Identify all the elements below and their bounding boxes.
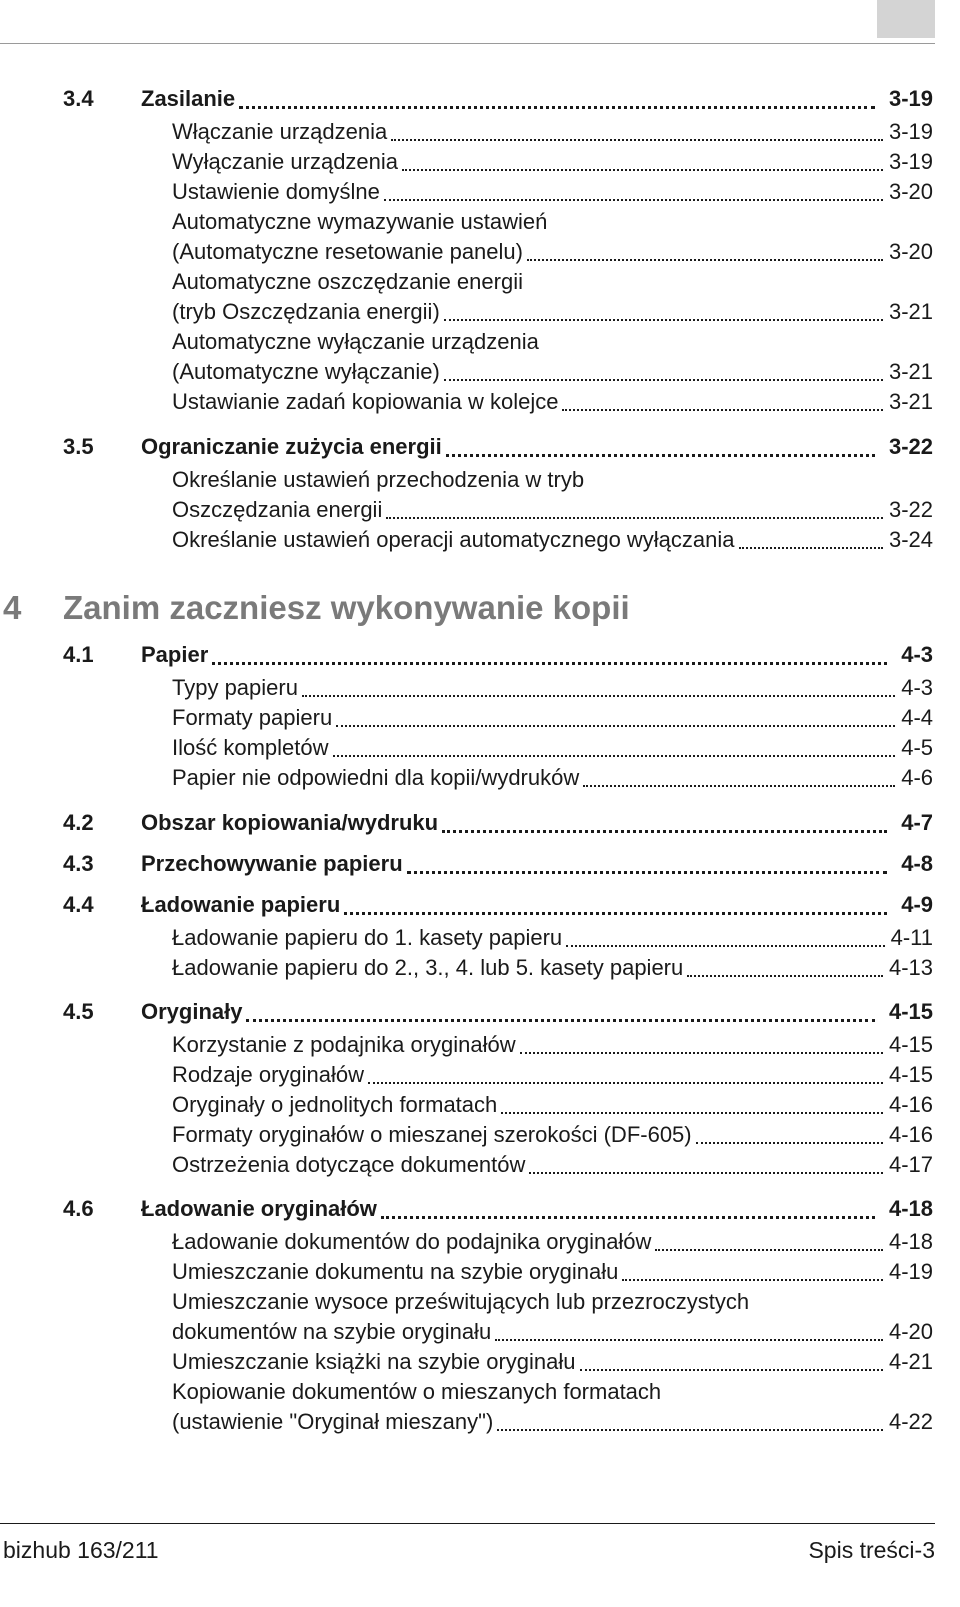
toc-entry[interactable] — [172, 525, 933, 555]
chapter-heading[interactable] — [3, 587, 630, 629]
dot-leader — [562, 409, 883, 411]
page-number: 4-3 — [901, 642, 933, 667]
toc-section-4-6[interactable] — [63, 1194, 933, 1224]
toc-section-4-1[interactable] — [63, 640, 933, 670]
page-number: 4-15 — [888, 1062, 933, 1087]
section-title: Obszar kopiowania/wydruku — [141, 810, 439, 835]
toc-entry[interactable] — [172, 297, 933, 327]
entry-title: Oryginały o jednolitych formatach — [172, 1092, 498, 1117]
entry-title: Formaty papieru — [172, 705, 333, 730]
dot-leader — [529, 1172, 883, 1174]
section-title: Zasilanie — [141, 86, 236, 111]
toc-entry[interactable] — [172, 495, 933, 525]
dot-leader — [655, 1249, 883, 1251]
dot-leader — [239, 106, 875, 109]
dot-leader — [384, 199, 883, 201]
entry-title: Ładowanie papieru do 1. kasety papieru — [172, 925, 563, 950]
toc-entry[interactable] — [172, 733, 933, 763]
dot-leader — [501, 1112, 883, 1114]
page-number: 3-21 — [888, 389, 933, 414]
page-number: 3-22 — [888, 497, 933, 522]
dot-leader — [333, 755, 896, 757]
page-number: 4-11 — [890, 925, 933, 950]
section-title: Papier — [141, 642, 209, 667]
dot-leader — [391, 139, 883, 141]
dot-leader — [386, 517, 883, 519]
page-number: 3-20 — [888, 179, 933, 204]
entry-title: (ustawienie "Oryginał mieszany") — [172, 1409, 494, 1434]
toc-section-4-2[interactable] — [63, 808, 933, 838]
dot-leader — [566, 945, 884, 947]
dot-leader — [368, 1082, 883, 1084]
toc-entry-line1 — [172, 465, 933, 495]
section-number: 4.2 — [63, 810, 94, 835]
entry-title: (tryb Oszczędzania energii) — [172, 299, 440, 324]
toc-entry-line1 — [172, 1377, 933, 1407]
section-title: Ładowanie papieru — [141, 892, 341, 917]
entry-title: Ładowanie dokumentów do podajnika oryginałów — [172, 1229, 652, 1254]
entry-title: Ilość kompletów — [172, 735, 329, 760]
toc-entry[interactable] — [172, 387, 933, 417]
page-number: 4-7 — [901, 810, 933, 835]
section-number: 4.1 — [63, 642, 94, 667]
entry-title: Rodzaje oryginałów — [172, 1062, 364, 1087]
page-number: 4-18 — [888, 1229, 933, 1254]
entry-title-line1: Określanie ustawień przechodzenia w tryb — [172, 467, 585, 492]
page-number: 4-17 — [888, 1152, 933, 1177]
dot-leader — [583, 785, 895, 787]
section-title: Oryginały — [141, 999, 243, 1024]
dot-leader — [622, 1279, 883, 1281]
entry-title: Typy papieru — [172, 675, 298, 700]
page-number: 4-20 — [888, 1319, 933, 1344]
toc-section-3-5[interactable] — [63, 432, 933, 462]
page-number: 3-21 — [888, 299, 933, 324]
dot-leader — [446, 454, 875, 457]
entry-title-line1: Umieszczanie wysoce prześwitujących lub przezroczystych — [172, 1289, 750, 1314]
dot-leader — [336, 725, 895, 727]
toc-entry-line1 — [172, 267, 933, 297]
dot-leader — [527, 259, 883, 261]
page-number: 3-22 — [888, 434, 933, 459]
page-number: 3-21 — [888, 359, 933, 384]
footer-page-label: Spis treści-3 — [808, 1537, 935, 1563]
toc-entry[interactable] — [172, 673, 933, 703]
page-number: 4-13 — [888, 955, 933, 980]
dot-leader — [246, 1019, 874, 1022]
entry-title: Umieszczanie książki na szybie oryginału — [172, 1349, 576, 1374]
dot-leader — [687, 975, 883, 977]
toc-entry-line1 — [172, 207, 933, 237]
page-number: 4-8 — [901, 851, 933, 876]
footer-rule — [0, 1523, 935, 1524]
dot-leader — [344, 912, 887, 915]
entry-title-line1: Kopiowanie dokumentów o mieszanych formatach — [172, 1379, 662, 1404]
page-number: 4-18 — [888, 1196, 933, 1221]
toc-entry[interactable] — [172, 1347, 933, 1377]
toc-entry[interactable] — [172, 1120, 933, 1150]
dot-leader — [407, 871, 888, 874]
dot-leader — [739, 547, 883, 549]
toc-entry-line1 — [172, 1287, 933, 1317]
page-number: 4-21 — [888, 1349, 933, 1374]
section-number: 4.3 — [63, 851, 94, 876]
entry-title: Określanie ustawień operacji automatycznego wyłączania — [172, 527, 735, 552]
chapter-number: 4 — [3, 589, 22, 626]
page-number: 4-19 — [888, 1259, 933, 1284]
section-title: Ładowanie oryginałów — [141, 1196, 377, 1221]
toc-entry[interactable] — [172, 1227, 933, 1257]
entry-title: Umieszczanie dokumentu na szybie oryginału — [172, 1259, 619, 1284]
entry-title: dokumentów na szybie oryginału — [172, 1319, 492, 1344]
toc-entry[interactable] — [172, 1030, 933, 1060]
dot-leader — [580, 1369, 883, 1371]
toc-entry[interactable] — [172, 1407, 933, 1437]
page-number: 4-15 — [888, 1032, 933, 1057]
section-number: 3.5 — [63, 434, 94, 459]
entry-title-line1: Automatyczne wyłączanie urządzenia — [172, 329, 539, 354]
toc-entry[interactable] — [172, 1317, 933, 1347]
entry-title: Ostrzeżenia dotyczące dokumentów — [172, 1152, 526, 1177]
page-number: 4-6 — [901, 765, 933, 790]
toc-entry-line1 — [172, 327, 933, 357]
toc-entry[interactable] — [172, 923, 933, 953]
entry-title: (Automatyczne resetowanie panelu) — [172, 239, 523, 264]
dot-leader — [212, 662, 887, 665]
header-rule — [0, 43, 935, 44]
entry-title: Papier nie odpowiedni dla kopii/wydruków — [172, 765, 580, 790]
section-number: 4.4 — [63, 892, 94, 917]
section-number: 4.5 — [63, 999, 94, 1024]
dot-leader — [495, 1339, 883, 1341]
entry-title: Formaty oryginałów o mieszanej szerokości (DF-605) — [172, 1122, 692, 1147]
toc-section-3-4[interactable] — [63, 84, 933, 114]
section-title: Ograniczanie zużycia energii — [141, 434, 442, 459]
entry-title: Włączanie urządzenia — [172, 119, 388, 144]
toc-entry[interactable] — [172, 147, 933, 177]
toc-entry[interactable] — [172, 357, 933, 387]
dot-leader — [497, 1429, 883, 1431]
toc-entry[interactable] — [172, 763, 933, 793]
toc-section-4-4[interactable] — [63, 890, 933, 920]
section-title: Przechowywanie papieru — [141, 851, 403, 876]
page-number: 3-24 — [888, 527, 933, 552]
entry-title-line1: Automatyczne wymazywanie ustawień — [172, 209, 548, 234]
toc-entry[interactable] — [172, 703, 933, 733]
toc-entry[interactable] — [172, 1150, 933, 1180]
toc-entry[interactable] — [172, 237, 933, 267]
dot-leader — [402, 169, 883, 171]
dot-leader — [444, 379, 883, 381]
page-number: 4-4 — [901, 705, 933, 730]
dot-leader — [442, 830, 887, 833]
toc-entry[interactable] — [172, 1060, 933, 1090]
footer-product-name: bizhub 163/211 — [3, 1537, 159, 1563]
dot-leader — [381, 1216, 875, 1219]
dot-leader — [520, 1052, 883, 1054]
section-number: 4.6 — [63, 1196, 94, 1221]
dot-leader — [302, 695, 895, 697]
page-number: 3-19 — [888, 86, 933, 111]
toc-entry[interactable] — [172, 177, 933, 207]
toc-entry[interactable] — [172, 1090, 933, 1120]
toc-entry[interactable] — [172, 1257, 933, 1287]
page-number: 4-22 — [888, 1409, 933, 1434]
page-number: 3-19 — [888, 119, 933, 144]
entry-title: Oszczędzania energii — [172, 497, 383, 522]
page-number: 4-3 — [901, 675, 933, 700]
page-number: 4-16 — [888, 1122, 933, 1147]
page-number: 4-5 — [901, 735, 933, 760]
toc-section-4-3[interactable] — [63, 849, 933, 879]
section-number: 3.4 — [63, 86, 94, 111]
chapter-title: Zanim zaczniesz wykonywanie kopii — [63, 589, 630, 626]
dot-leader — [696, 1142, 883, 1144]
entry-title-line1: Automatyczne oszczędzanie energii — [172, 269, 523, 294]
page-number: 3-19 — [888, 149, 933, 174]
entry-title: (Automatyczne wyłączanie) — [172, 359, 440, 384]
dot-leader — [444, 319, 883, 321]
page-number: 4-16 — [888, 1092, 933, 1117]
toc-entry[interactable] — [172, 117, 933, 147]
entry-title: Ustawienie domyślne — [172, 179, 380, 204]
page-number: 3-20 — [888, 239, 933, 264]
entry-title: Korzystanie z podajnika oryginałów — [172, 1032, 516, 1057]
toc-entry[interactable] — [172, 953, 933, 983]
entry-title: Ustawianie zadań kopiowania w kolejce — [172, 389, 559, 414]
toc-section-4-5[interactable] — [63, 997, 933, 1027]
entry-title: Wyłączanie urządzenia — [172, 149, 399, 174]
page-number: 4-9 — [901, 892, 933, 917]
page-number: 4-15 — [888, 999, 933, 1024]
entry-title: Ładowanie papieru do 2., 3., 4. lub 5. kasety papieru — [172, 955, 684, 980]
page-tab-marker — [877, 0, 935, 38]
